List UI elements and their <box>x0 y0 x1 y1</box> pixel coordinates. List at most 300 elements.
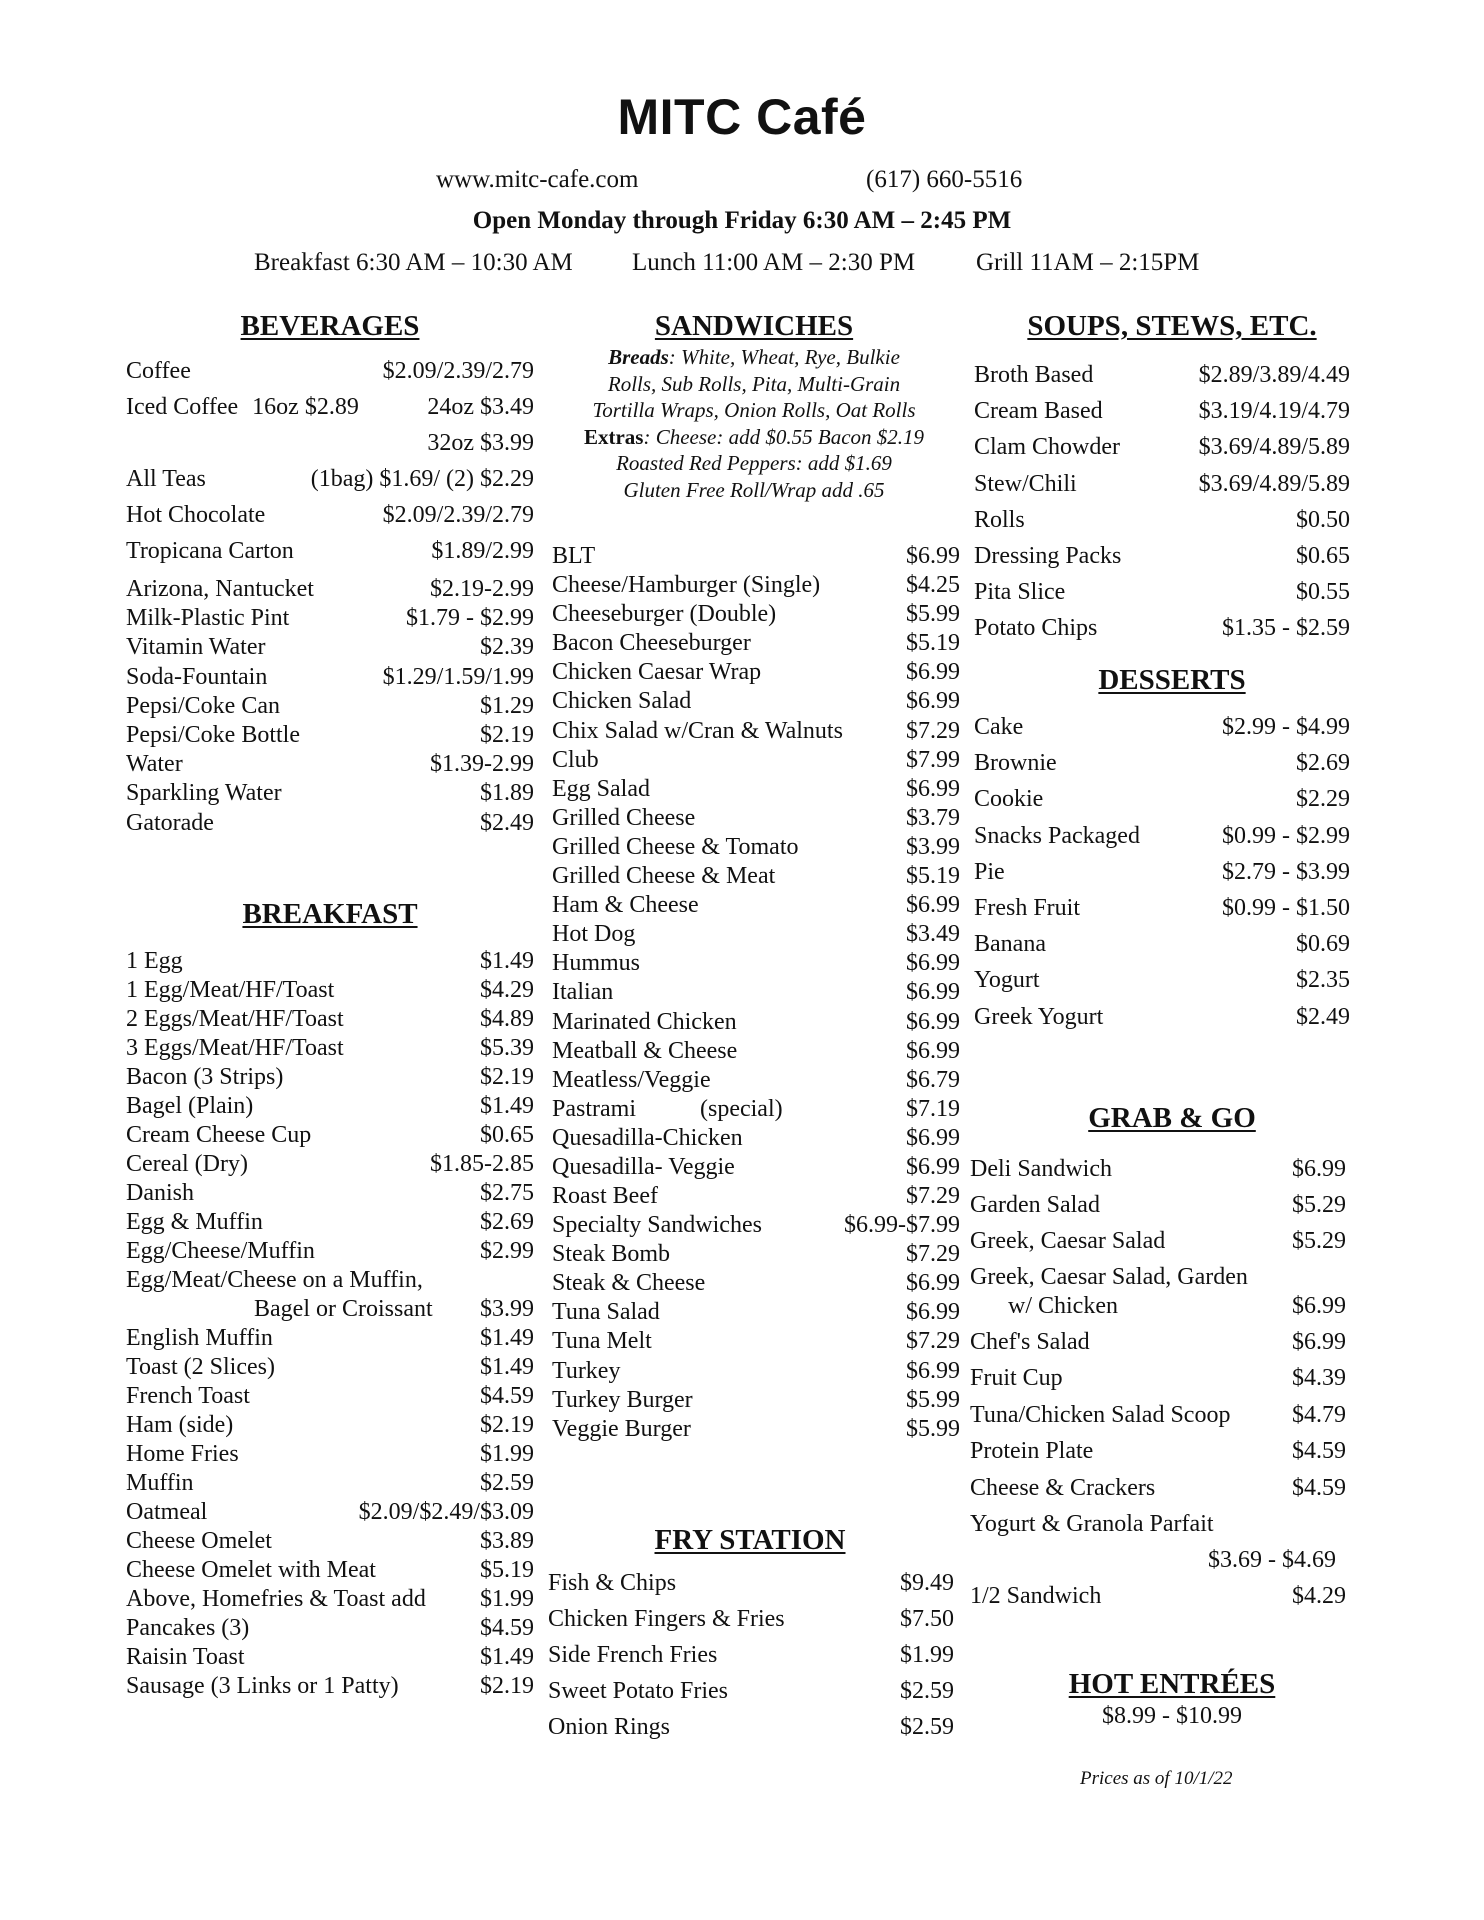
phone-number: (617) 660-5516 <box>866 166 1023 193</box>
item-name: Egg/Cheese/Muffin <box>126 1238 315 1264</box>
menu-item <box>552 572 960 601</box>
item-price: $6.99 <box>1292 1156 1346 1182</box>
menu-item <box>126 1528 534 1557</box>
menu-item <box>552 747 960 776</box>
item-name: Cheese Omelet with Meat <box>126 1557 376 1583</box>
menu-item <box>126 1383 534 1412</box>
item-price: $2.19-2.99 <box>430 576 534 602</box>
item-price: $6.99 <box>906 950 960 977</box>
item-price: $2.29 <box>1296 786 1350 813</box>
menu-item <box>548 1606 954 1642</box>
menu-item <box>552 1183 960 1212</box>
item-name: Hummus <box>552 950 641 977</box>
menu-item <box>126 693 534 722</box>
menu-item <box>974 750 1350 786</box>
item-price: $4.29 <box>480 977 534 1003</box>
grill-hours: Grill 11AM – 2:15PM <box>976 249 1200 276</box>
item-price: $2.69 <box>1296 750 1350 777</box>
item-price: $7.19 <box>906 1095 960 1122</box>
item-price: $7.50 <box>900 1606 954 1632</box>
item-price: $2.75 <box>480 1180 534 1206</box>
hot-entrees-price: $8.99 - $10.99 <box>1102 1703 1242 1729</box>
item-name: Grilled Cheese & Meat <box>552 863 776 890</box>
item-name: Home Fries <box>126 1441 239 1467</box>
menu-item-parfait-price <box>970 1547 1346 1583</box>
item-name: Chicken Fingers & Fries <box>548 1606 785 1632</box>
item-name: Tuna Melt <box>552 1328 652 1355</box>
item-name: Iced Coffee <box>126 394 239 420</box>
item-price: $2.69 <box>480 1209 534 1235</box>
menu-item <box>552 1241 960 1270</box>
menu-item <box>126 1180 534 1209</box>
item-price: $6.99 <box>906 1357 960 1384</box>
item-price: $1.99 <box>480 1586 534 1612</box>
item-price: $7.29 <box>906 1241 960 1268</box>
item-name: Brownie <box>974 750 1057 777</box>
item-name: Hot Dog <box>552 921 636 948</box>
item-price: $6.99-$7.99 <box>844 1212 960 1239</box>
item-name: Greek, Caesar Salad <box>970 1228 1166 1254</box>
item-price: $4.29 <box>1292 1582 1346 1609</box>
breakfast-section <box>126 898 534 931</box>
prices-as-of-note: Prices as of 10/1/22 <box>1080 1768 1233 1789</box>
menu-item <box>126 1238 534 1267</box>
item-name: Toast (2 Slices) <box>126 1354 275 1380</box>
menu-item <box>126 605 534 634</box>
item-name: Cream Based <box>974 398 1103 425</box>
menu-item <box>126 358 534 394</box>
item-size-price: 16oz $2.89 <box>252 394 359 420</box>
item-price: $4.59 <box>1292 1438 1346 1465</box>
menu-item <box>552 1387 960 1416</box>
item-price: $0.65 <box>480 1122 534 1148</box>
bread-options <box>552 344 956 503</box>
item-price: $1.89/2.99 <box>431 538 534 564</box>
item-name: French Toast <box>126 1383 250 1409</box>
menu-item <box>552 1299 960 1328</box>
item-price: $0.99 - $1.50 <box>1222 894 1350 921</box>
breakfast-hours: Breakfast 6:30 AM – 10:30 AM <box>254 249 573 276</box>
item-name: Deli Sandwich <box>970 1156 1112 1182</box>
menu-item <box>552 921 960 950</box>
item-name: Pancakes (3) <box>126 1615 250 1641</box>
item-price: $2.89/3.89/4.49 <box>1198 362 1350 388</box>
hot-entrees-section <box>970 1668 1374 1730</box>
item-name: Bagel (Plain) <box>126 1093 254 1119</box>
item-price: $1.49 <box>480 1325 534 1351</box>
menu-item <box>552 1212 960 1241</box>
breads-text: Rolls, Sub Rolls, Pita, Multi-Grain <box>607 371 901 396</box>
item-name: Grilled Cheese <box>552 804 696 831</box>
item-price: $5.19 <box>906 630 960 657</box>
fry-station-heading: FRY STATION <box>654 1524 846 1556</box>
item-name: Fish & Chips <box>548 1570 677 1596</box>
item-name: 3 Eggs/Meat/HF/Toast <box>126 1035 344 1061</box>
item-price: $4.79 <box>1292 1401 1346 1428</box>
item-price: $1.49 <box>480 1354 534 1380</box>
item-name: Yogurt & Granola Parfait <box>970 1510 1214 1537</box>
menu-item <box>552 1154 960 1183</box>
menu-item <box>126 1209 534 1238</box>
menu-item <box>552 718 960 747</box>
menu-item <box>126 1006 534 1035</box>
item-name: Quesadilla- Veggie <box>552 1153 735 1180</box>
item-name: Rolls <box>974 506 1025 533</box>
item-price: $6.99 <box>906 892 960 919</box>
item-price: $5.39 <box>480 1035 534 1061</box>
item-price: $1.35 - $2.59 <box>1222 615 1350 642</box>
item-name: Italian <box>552 979 614 1006</box>
item-name: Hot Chocolate <box>126 502 266 528</box>
item-name: Potato Chips <box>974 615 1098 642</box>
menu-item <box>974 434 1350 470</box>
item-price: $2.19 <box>480 1064 534 1090</box>
menu-item <box>552 863 960 892</box>
item-name: 2 Eggs/Meat/HF/Toast <box>126 1006 344 1032</box>
menu-item <box>126 1673 534 1702</box>
item-price: $1.29 <box>480 692 534 719</box>
menu-item <box>126 1122 534 1151</box>
item-price: $2.09/2.39/2.79 <box>382 358 534 384</box>
item-price: $6.79 <box>906 1066 960 1093</box>
menu-item-pastrami <box>552 1096 960 1125</box>
item-name: Tropicana Carton <box>126 538 294 564</box>
beverages-heading: BEVERAGES <box>240 310 420 342</box>
item-price: $0.55 <box>1296 579 1350 606</box>
menu-item <box>974 714 1350 750</box>
menu-item <box>974 362 1350 398</box>
item-name: Steak Bomb <box>552 1241 670 1268</box>
item-price: $1.49 <box>480 1644 534 1670</box>
menu-item <box>126 948 534 977</box>
item-price: $5.29 <box>1292 1228 1346 1254</box>
item-name: Snacks Packaged <box>974 822 1140 849</box>
menu-item <box>126 1557 534 1586</box>
item-price: $6.99 <box>906 543 960 569</box>
item-price: $5.99 <box>906 1415 960 1442</box>
item-price: $6.99 <box>906 659 960 686</box>
page-title: MITC Café <box>617 89 867 145</box>
lunch-hours: Lunch 11:00 AM – 2:30 PM <box>632 249 916 276</box>
menu-item <box>552 805 960 834</box>
menu-item <box>970 1438 1346 1474</box>
menu-item <box>970 1475 1346 1511</box>
menu-item <box>974 823 1350 859</box>
item-name: Clam Chowder <box>974 434 1120 461</box>
menu-item <box>970 1329 1346 1365</box>
item-price: $1.89 <box>480 780 534 807</box>
menu-item <box>126 634 534 663</box>
item-name: Specialty Sandwiches <box>552 1212 762 1239</box>
website-url[interactable]: www.mitc-cafe.com <box>436 166 639 193</box>
menu-item-combo-line2 <box>126 1296 534 1325</box>
menu-item <box>970 1365 1346 1401</box>
menu-item <box>126 466 534 502</box>
menu-item <box>974 859 1350 895</box>
item-price: $2.59 <box>900 1678 954 1704</box>
menu-item <box>126 1499 534 1528</box>
desserts-heading: DESSERTS <box>1098 664 1246 696</box>
sandwiches-section <box>556 310 952 343</box>
item-name: Ham & Cheese <box>552 892 699 919</box>
item-price: $3.99 <box>906 833 960 860</box>
soups-heading: SOUPS, STEWS, ETC. <box>1027 310 1317 342</box>
item-name: Sparkling Water <box>126 780 282 807</box>
sandwich-items <box>552 543 960 1096</box>
menu-item <box>126 1644 534 1673</box>
item-price: (1bag) $1.69/ (2) $2.29 <box>310 466 534 492</box>
item-name: Meatless/Veggie <box>552 1066 711 1093</box>
item-name: Egg & Muffin <box>126 1209 263 1235</box>
menu-item-chicken-salad <box>970 1264 1346 1293</box>
grab-go-list <box>970 1156 1346 1619</box>
item-price: $2.99 <box>480 1238 534 1264</box>
item-price: $2.59 <box>900 1714 954 1740</box>
breakfast-items-b <box>126 1325 534 1702</box>
menu-item <box>552 630 960 659</box>
item-price: $4.39 <box>1292 1365 1346 1392</box>
item-price: $2.09/$2.49/$3.09 <box>358 1499 534 1525</box>
item-price: $1.49 <box>480 948 534 974</box>
item-name: Bacon (3 Strips) <box>126 1064 284 1090</box>
breakfast-heading: BREAKFAST <box>242 898 418 930</box>
item-price: $6.99 <box>906 1299 960 1326</box>
item-name: Soda-Fountain <box>126 663 268 690</box>
item-name: Chix Salad w/Cran & Walnuts <box>552 717 843 744</box>
item-name: Marinated Chicken <box>552 1008 737 1035</box>
menu-item <box>548 1642 954 1678</box>
item-name: Meatball & Cheese <box>552 1037 738 1064</box>
item-price: $5.99 <box>906 1386 960 1413</box>
menu-item <box>974 615 1350 651</box>
item-name: Grilled Cheese & Tomato <box>552 833 799 860</box>
item-price: $6.99 <box>1292 1293 1346 1319</box>
item-name: Tuna/Chicken Salad Scoop <box>970 1401 1231 1428</box>
item-name: Fruit Cup <box>970 1365 1063 1392</box>
item-size-price: 32oz $3.99 <box>427 430 534 456</box>
item-price: $5.19 <box>906 863 960 890</box>
item-price: $6.99 <box>906 775 960 802</box>
item-price: $3.89 <box>480 1528 534 1554</box>
item-price: $4.59 <box>480 1615 534 1641</box>
item-name: Pita Slice <box>974 579 1066 606</box>
item-name: Cake <box>974 714 1024 740</box>
menu-item <box>974 471 1350 507</box>
item-name: Ham (side) <box>126 1412 234 1438</box>
menu-item-chicken-salad-line2 <box>970 1293 1346 1329</box>
menu-item <box>970 1192 1346 1228</box>
item-name: Sausage (3 Links or 1 Patty) <box>126 1673 399 1699</box>
menu-item <box>126 1354 534 1383</box>
item-name: Cheese & Crackers <box>970 1474 1156 1501</box>
menu-item <box>970 1583 1346 1619</box>
item-name: Tuna Salad <box>552 1299 660 1326</box>
item-name: Chef's Salad <box>970 1329 1090 1355</box>
item-price: $2.09/2.39/2.79 <box>382 502 534 528</box>
breads-text: : White, Wheat, Rye, Bulkie <box>668 345 900 369</box>
menu-item <box>970 1402 1346 1438</box>
item-name: Pepsi/Coke Bottle <box>126 721 300 748</box>
item-name: Pepsi/Coke Can <box>126 692 280 719</box>
item-price: $3.69/4.89/5.89 <box>1198 434 1350 461</box>
menu-item <box>126 1064 534 1093</box>
breakfast-items-a <box>126 948 534 1267</box>
menu-item <box>974 931 1350 967</box>
hot-entrees-heading: HOT ENTRÉES <box>1068 1668 1276 1700</box>
menu-item <box>974 398 1350 434</box>
menu-item <box>552 950 960 979</box>
item-price: $2.49 <box>1296 1003 1350 1030</box>
fry-station-list <box>548 1570 954 1750</box>
menu-item <box>552 776 960 805</box>
fry-station-section <box>552 1524 948 1557</box>
item-name: Greek, Caesar Salad, Garden <box>970 1264 1248 1290</box>
desserts-section <box>970 664 1374 697</box>
menu-item <box>552 601 960 630</box>
menu-item <box>974 579 1350 615</box>
item-name: Chicken Salad <box>552 688 692 715</box>
item-name: w/ Chicken <box>1008 1293 1118 1319</box>
item-name: Quesadilla-Chicken <box>552 1124 743 1151</box>
menu-item <box>126 538 534 576</box>
item-name: Broth Based <box>974 362 1094 388</box>
item-price: $3.99 <box>480 1296 534 1322</box>
item-name: Gatorade <box>126 809 214 836</box>
item-name: Muffin <box>126 1470 194 1496</box>
item-price: $1.99 <box>900 1642 954 1668</box>
item-price: $0.65 <box>1296 542 1350 569</box>
menu-item <box>974 507 1350 543</box>
breads-text: Tortilla Wraps, Onion Rolls, Oat Rolls <box>592 398 916 422</box>
item-price: $1.39-2.99 <box>430 751 534 778</box>
item-name: Steak & Cheese <box>552 1270 706 1297</box>
item-name: Onion Rings <box>548 1714 671 1740</box>
item-name: Egg Salad <box>552 775 650 802</box>
menu-item <box>548 1714 954 1750</box>
item-price: $1.29/1.59/1.99 <box>382 663 534 690</box>
menu-item <box>552 979 960 1008</box>
menu-item <box>552 1328 960 1357</box>
item-name: All Teas <box>126 466 206 492</box>
item-price: $2.39 <box>480 634 534 661</box>
item-name: Chicken Caesar Wrap <box>552 659 762 686</box>
menu-item <box>552 1009 960 1038</box>
item-name: Pastrami <box>552 1095 636 1122</box>
fry-items <box>548 1570 954 1750</box>
item-price: $1.85-2.85 <box>430 1151 534 1177</box>
grab-go-items-a <box>970 1156 1346 1264</box>
menu-item <box>126 780 534 809</box>
menu-item <box>126 751 534 780</box>
item-name: Oatmeal <box>126 1499 208 1525</box>
menu-item <box>970 1228 1346 1264</box>
item-price: $1.49 <box>480 1093 534 1119</box>
item-name: 1 Egg/Meat/HF/Toast <box>126 977 335 1003</box>
dessert-items <box>974 714 1350 1040</box>
menu-item <box>126 1093 534 1122</box>
item-price: $2.49 <box>480 809 534 836</box>
item-name: Arizona, Nantucket <box>126 576 314 602</box>
item-price: $7.29 <box>906 717 960 744</box>
soup-items <box>974 362 1350 652</box>
item-price: $3.49 <box>906 921 960 948</box>
item-name: Coffee <box>126 358 191 384</box>
menu-item-iced-coffee-32 <box>126 430 534 466</box>
item-name: Veggie Burger <box>552 1415 691 1442</box>
item-name: Greek Yogurt <box>974 1003 1104 1030</box>
menu-item <box>126 502 534 538</box>
menu-item <box>552 1038 960 1067</box>
item-price: $2.19 <box>480 1673 534 1699</box>
item-price: $6.99 <box>906 688 960 715</box>
menu-item <box>552 688 960 717</box>
menu-item-combo <box>126 1267 534 1296</box>
item-price: $6.99 <box>906 1037 960 1064</box>
beverages-list <box>126 358 534 839</box>
item-price: $4.59 <box>480 1383 534 1409</box>
menu-item <box>974 1004 1350 1040</box>
item-price: $0.99 - $2.99 <box>1222 822 1350 849</box>
item-name: Above, Homefries & Toast add <box>126 1586 426 1612</box>
menu-item <box>974 967 1350 1003</box>
item-name: Bacon Cheeseburger <box>552 630 751 657</box>
menu-item <box>552 892 960 921</box>
menu-item <box>126 1470 534 1499</box>
menu-item <box>974 895 1350 931</box>
sandwiches-heading: SANDWICHES <box>654 310 854 342</box>
item-size-price: 24oz $3.49 <box>427 394 534 420</box>
item-price: $5.99 <box>906 601 960 628</box>
item-name: Side French Fries <box>548 1642 718 1668</box>
item-name: Garden Salad <box>970 1192 1100 1218</box>
item-price: $4.25 <box>906 572 960 599</box>
extras-text: : Cheese: add $0.55 Bacon $2.19 <box>643 424 925 449</box>
menu-item <box>126 1412 534 1441</box>
breads-label: Breads <box>608 345 669 369</box>
menu-item <box>126 722 534 751</box>
grab-go-section <box>970 1102 1374 1135</box>
item-name: 1/2 Sandwich <box>970 1582 1102 1609</box>
menu-item <box>552 1125 960 1154</box>
item-name: Turkey Burger <box>552 1386 693 1413</box>
item-price: $4.89 <box>480 1006 534 1032</box>
item-price: $6.99 <box>906 1124 960 1151</box>
item-name: Yogurt <box>974 967 1040 994</box>
item-price: $2.19 <box>480 1412 534 1438</box>
item-price: $4.59 <box>1292 1474 1346 1501</box>
item-price: $6.99 <box>906 979 960 1006</box>
item-price: $6.99 <box>1292 1329 1346 1355</box>
menu-item <box>552 543 960 572</box>
menu-item <box>974 786 1350 822</box>
item-name: Protein Plate <box>970 1438 1094 1465</box>
extras-text: Gluten Free Roll/Wrap add .65 <box>623 477 885 502</box>
item-name: Fresh Fruit <box>974 894 1081 921</box>
item-name: Pie <box>974 858 1005 885</box>
menu-item-parfait <box>970 1511 1346 1547</box>
item-name: Turkey <box>552 1357 621 1384</box>
item-name: Banana <box>974 931 1046 958</box>
grab-go-heading: GRAB & GO <box>1088 1102 1256 1134</box>
menu-item-iced-coffee <box>126 394 534 430</box>
item-price: $9.49 <box>900 1570 954 1596</box>
item-price: $7.29 <box>906 1328 960 1355</box>
menu-item <box>974 543 1350 579</box>
item-name: Cookie <box>974 786 1044 813</box>
item-price: $2.79 - $3.99 <box>1222 858 1350 885</box>
menu-item <box>552 1270 960 1299</box>
desserts-list <box>974 714 1350 1040</box>
